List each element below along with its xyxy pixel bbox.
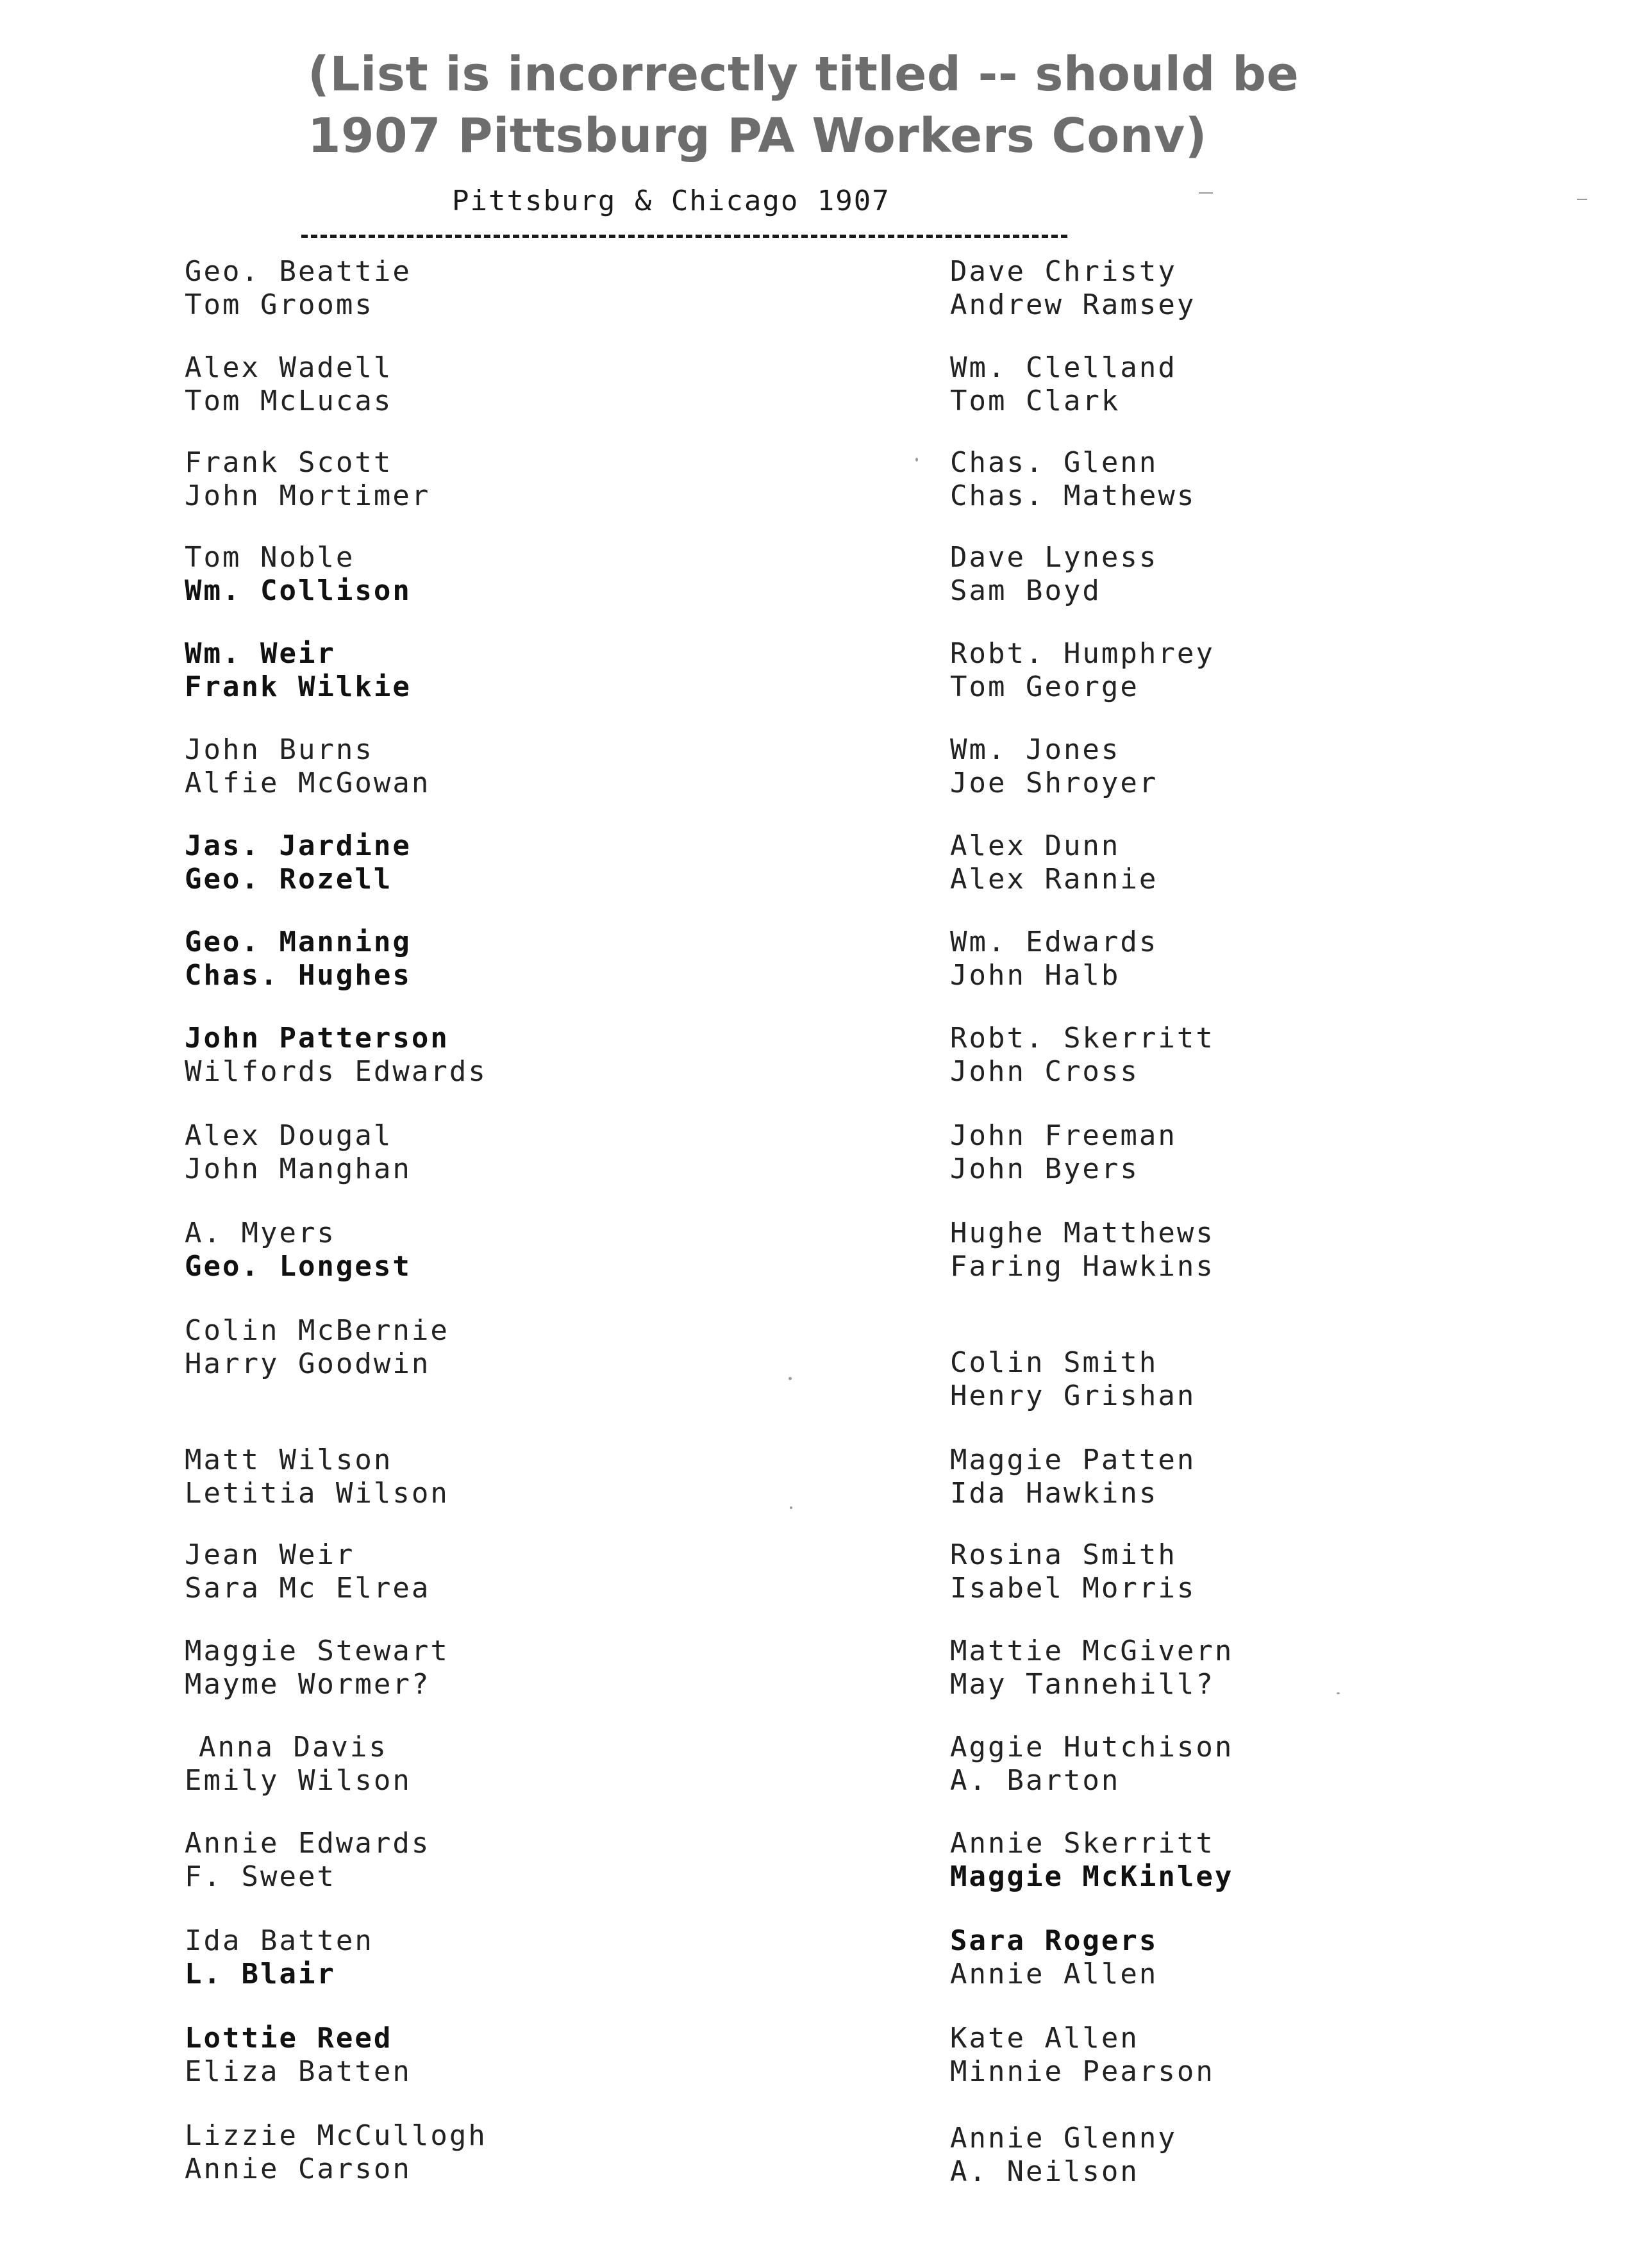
paper-speck [915, 458, 918, 462]
name-pair [950, 1538, 1527, 1605]
name-entry: Alex Wadell [185, 351, 393, 384]
name-entry: Alex Rannie [950, 863, 1158, 896]
name-pair [950, 926, 1527, 992]
name-entry: John Burns [185, 733, 374, 766]
name-entry: Isabel Morris [950, 1572, 1196, 1605]
name-entry: A. Neilson [950, 2155, 1139, 2188]
name-pair [950, 637, 1527, 704]
name-entry: John Patterson [185, 1022, 449, 1055]
name-pair [185, 1022, 762, 1088]
name-entry: Mayme Wormer? [185, 1668, 431, 1701]
name-entry: Chas. Glenn [950, 446, 1158, 479]
title-underline [301, 235, 1067, 238]
name-entry: Frank Scott [185, 446, 393, 479]
name-pair [950, 1444, 1527, 1510]
name-entry: Annie Edwards [185, 1827, 431, 1860]
name-pair [185, 1444, 762, 1510]
name-entry: Jas. Jardine [185, 830, 412, 862]
name-pair [950, 1346, 1527, 1413]
name-pair [185, 2119, 762, 2186]
name-entry: Tom Grooms [185, 288, 374, 321]
name-entry: Robt. Skerritt [950, 1022, 1215, 1055]
name-entry: John Mortimer [185, 479, 431, 512]
name-entry: Faring Hawkins [950, 1250, 1215, 1283]
name-pair [950, 2122, 1527, 2189]
name-entry: Wm. Edwards [950, 926, 1158, 958]
name-entry: Chas. Mathews [950, 479, 1196, 512]
name-entry: Aggie Hutchison [950, 1731, 1234, 1764]
name-entry: Geo. Manning [185, 926, 412, 958]
paper-speck [1577, 199, 1587, 200]
paper-speck [1337, 1692, 1340, 1694]
name-entry: John Freeman [950, 1119, 1177, 1152]
name-pair [950, 255, 1527, 322]
name-entry: Matt Wilson [185, 1444, 393, 1476]
name-entry: Annie Glenny [950, 2122, 1177, 2155]
name-entry: A. Myers [185, 1217, 336, 1249]
name-entry: Ida Hawkins [950, 1477, 1158, 1510]
name-entry: L. Blair [185, 1958, 336, 1990]
name-pair [185, 351, 762, 418]
name-entry: Chas. Hughes [185, 959, 412, 992]
name-entry: Eliza Batten [185, 2055, 412, 2088]
name-pair [185, 926, 762, 992]
name-entry: Tom Noble [185, 541, 355, 574]
name-pair [950, 446, 1527, 513]
name-entry: Wm. Collison [185, 574, 412, 607]
name-entry: Dave Lyness [950, 541, 1158, 574]
name-entry: Harry Goodwin [185, 1347, 431, 1380]
name-entry: Geo. Beattie [185, 255, 412, 288]
name-entry: Annie Skerritt [950, 1827, 1215, 1860]
paper-speck [1199, 192, 1213, 194]
title-correction-note [308, 44, 1299, 167]
name-entry: Letitia Wilson [185, 1477, 449, 1510]
name-entry: Colin McBernie [185, 1314, 449, 1347]
name-pair [950, 1924, 1527, 1991]
name-entry: Alex Dunn [950, 830, 1121, 862]
paper-speck [788, 1377, 792, 1380]
name-entry: Sara Mc Elrea [185, 1572, 431, 1605]
name-pair [950, 1731, 1527, 1797]
name-pair [185, 1731, 776, 1797]
name-pair [185, 1827, 762, 1894]
name-entry: Joe Shroyer [950, 767, 1158, 799]
name-entry: Mattie McGivern [950, 1635, 1234, 1667]
name-entry: May Tannehill? [950, 1668, 1215, 1701]
name-entry: Frank Wilkie [185, 671, 412, 703]
name-entry: Colin Smith [950, 1346, 1158, 1379]
name-entry: Minnie Pearson [950, 2055, 1215, 2088]
name-pair [185, 1635, 762, 1701]
name-entry: Lottie Reed [185, 2022, 393, 2055]
name-pair [950, 1217, 1527, 1283]
name-pair [185, 1314, 762, 1381]
name-entry: Maggie Patten [950, 1444, 1196, 1476]
name-entry: John Halb [950, 959, 1121, 992]
note-line-2: 1907 Pittsburg PA Workers Conv) [308, 108, 1207, 163]
name-entry: Tom McLucas [185, 385, 393, 417]
name-entry: Dave Christy [950, 255, 1177, 288]
name-entry: Sara Rogers [950, 1924, 1158, 1957]
name-pair [185, 1217, 762, 1283]
name-pair [185, 1538, 762, 1605]
name-entry: Wm. Jones [950, 733, 1121, 766]
paper-speck [790, 1506, 792, 1509]
name-entry: Ida Batten [185, 1924, 374, 1957]
name-entry: Hughe Matthews [950, 1217, 1215, 1249]
name-pair [185, 1119, 762, 1186]
name-entry: Kate Allen [950, 2022, 1139, 2055]
name-pair [950, 830, 1527, 896]
name-pair [950, 1635, 1527, 1701]
name-entry: Wm. Weir [185, 637, 336, 670]
name-entry: John Manghan [185, 1153, 412, 1185]
name-entry: A. Barton [950, 1764, 1121, 1797]
name-entry: Maggie McKinley [950, 1860, 1234, 1893]
name-entry: Geo. Rozell [185, 863, 393, 896]
document-title: Pittsburg & Chicago 1907 [452, 185, 890, 217]
name-pair [185, 1924, 762, 1991]
name-entry: Tom Clark [950, 385, 1121, 417]
name-pair [950, 1827, 1527, 1894]
name-pair [950, 2022, 1527, 2089]
name-entry: Alfie McGowan [185, 767, 431, 799]
name-entry: Wilfords Edwards [185, 1055, 487, 1088]
name-pair [185, 446, 762, 513]
name-pair [950, 541, 1527, 608]
name-entry: Andrew Ramsey [950, 288, 1196, 321]
name-pair [950, 1022, 1527, 1088]
name-pair [950, 1119, 1527, 1186]
name-entry: Lizzie McCullogh [185, 2119, 487, 2152]
name-entry: F. Sweet [185, 1860, 336, 1893]
name-entry: Emily Wilson [185, 1764, 412, 1797]
name-pair [185, 541, 762, 608]
name-entry: Wm. Clelland [950, 351, 1177, 384]
name-entry: Maggie Stewart [185, 1635, 449, 1667]
name-pair [185, 637, 762, 704]
name-entry: Anna Davis [199, 1731, 388, 1764]
name-entry: Annie Allen [950, 1958, 1158, 1990]
note-line-1: (List is incorrectly titled -- should be [308, 47, 1299, 102]
name-entry: Henry Grishan [950, 1380, 1196, 1412]
name-pair [185, 830, 762, 896]
name-pair [950, 351, 1527, 418]
name-pair [185, 255, 762, 322]
name-entry: Tom George [950, 671, 1139, 703]
name-entry: Geo. Longest [185, 1250, 412, 1283]
name-entry: Rosina Smith [950, 1538, 1177, 1571]
name-entry: Jean Weir [185, 1538, 355, 1571]
name-entry: John Cross [950, 1055, 1139, 1088]
name-pair [950, 733, 1527, 800]
name-entry: Robt. Humphrey [950, 637, 1215, 670]
name-entry: John Byers [950, 1153, 1139, 1185]
name-pair [185, 733, 762, 800]
name-entry: Alex Dougal [185, 1119, 393, 1152]
name-entry: Sam Boyd [950, 574, 1101, 607]
name-pair [185, 2022, 762, 2089]
name-entry: Annie Carson [185, 2153, 412, 2185]
